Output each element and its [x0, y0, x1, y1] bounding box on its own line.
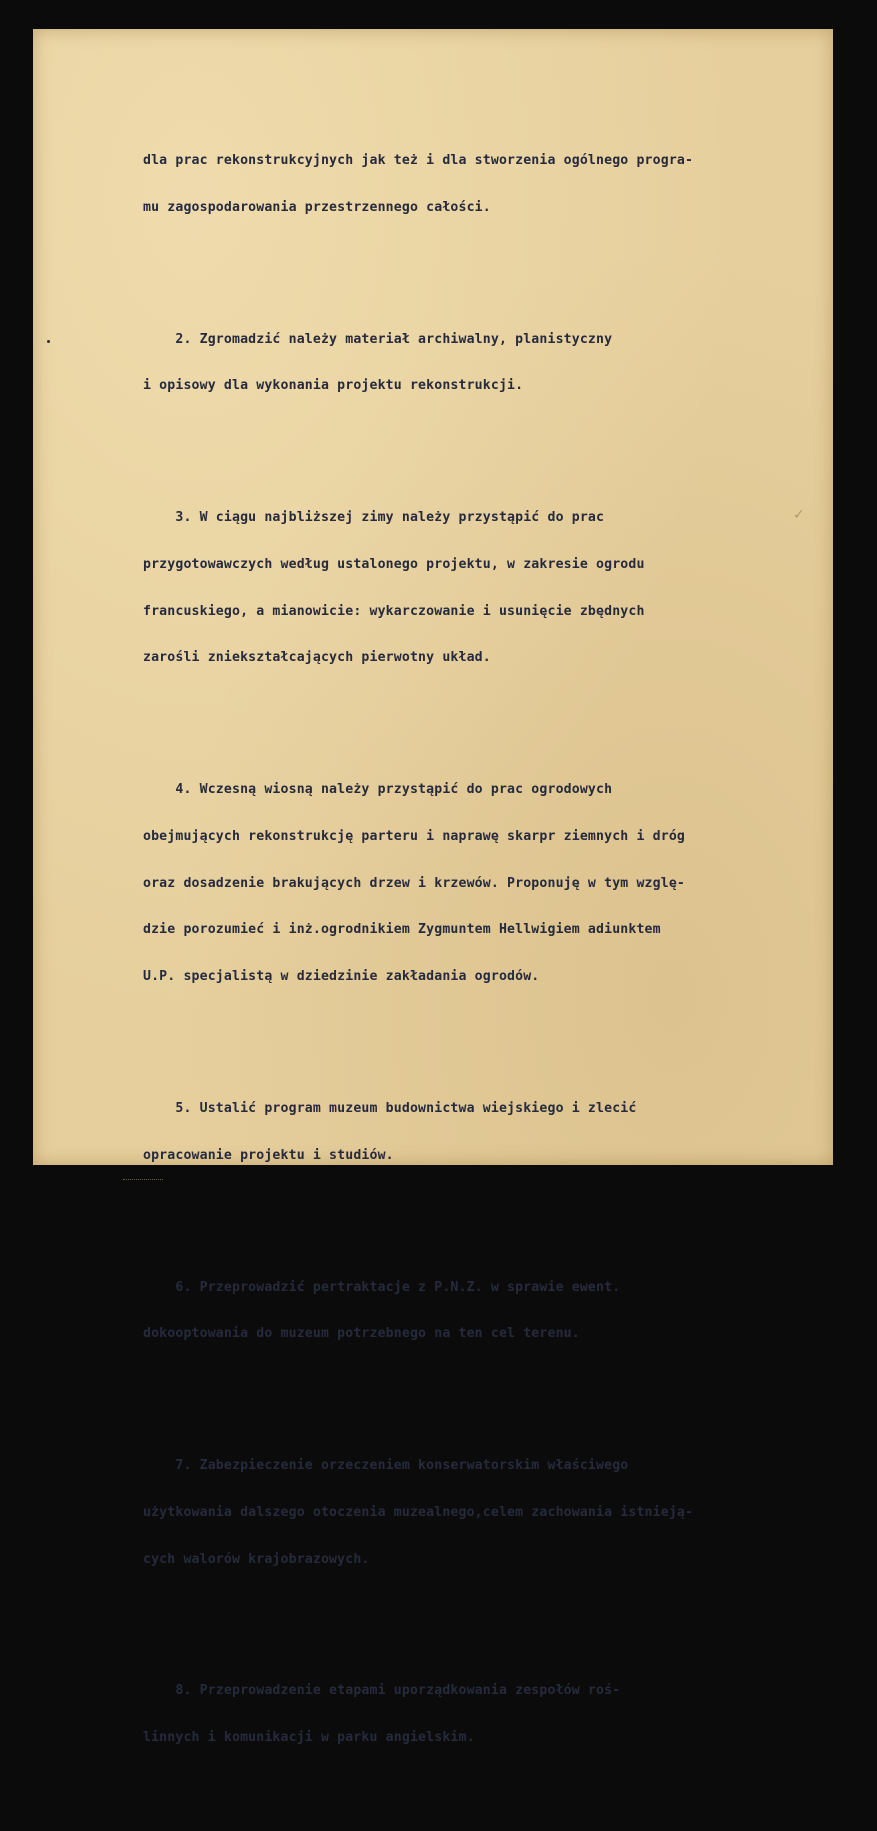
text-line: oraz dosadzenie brakujących drzew i krzewów. Proponuję w tym wzglę-: [143, 875, 685, 891]
text-line: 8. Przeprowadzenie etapami uporządkowania zespołów roś-: [143, 1683, 621, 1699]
bottom-edge-mark: [123, 1179, 163, 1182]
text-line: linnych i komunikacji w parku angielskim.: [143, 1730, 475, 1746]
paragraph-item-5: [143, 1070, 833, 1195]
text-line: 7. Zabezpieczenie orzeczeniem konserwatorskim właściwego: [143, 1458, 629, 1474]
paragraph-item-7: [143, 1427, 833, 1599]
paragraph-item-2: [143, 300, 833, 425]
text-line: dla prac rekonstrukcyjnych jak też i dla stworzenia ogólnego progra-: [143, 152, 694, 168]
text-line: 6. Przeprowadzić pertraktacje z P.N.Z. w sprawie ewent.: [143, 1279, 621, 1295]
text-line: zarośli zniekształcających pierwotny układ.: [143, 650, 491, 666]
text-line: dzie porozumieć i inż.ogrodnikiem Zygmuntem Hellwigiem adiunktem: [143, 922, 661, 938]
pencil-scribble-mark: ✓: [793, 507, 805, 523]
document-page: [33, 29, 833, 1746]
text-line: i opisowy dla wykonania projektu rekonstrukcji.: [143, 378, 524, 394]
text-line: cych walorów krajobrazowych.: [143, 1551, 370, 1567]
text-line: 5. Ustalić program muzeum budownictwa wiejskiego i zlecić: [143, 1101, 637, 1116]
text-line: przygotowawczych według ustalonego projektu, w zakresie ogrodu: [143, 556, 645, 572]
typed-text-body: [143, 75, 833, 1831]
paragraph-item-3: [143, 479, 833, 697]
paragraph-item-6: [143, 1248, 833, 1373]
margin-dot-mark: [47, 340, 50, 343]
text-line: obejmujących rekonstrukcję parteru i naprawę skarpr ziemnych i dróg: [143, 828, 685, 844]
text-line: 3. W ciągu najbliższej zimy należy przystąpić do prac: [143, 510, 605, 526]
text-line: dokooptowania do muzeum potrzebnego na ten cel terenu.: [143, 1326, 580, 1342]
text-line: użytkowania dalszego otoczenia muzealnego,celem zachowania istnieją-: [143, 1504, 694, 1520]
text-line: mu zagospodarowania przestrzennego całości.: [143, 199, 491, 215]
paragraph-item-8: [143, 1652, 833, 1777]
paragraph-item-4: [143, 751, 833, 1016]
text-line: U.P. specjalistą w dziedzinie zakładania ogrodów.: [143, 969, 540, 985]
text-line: 2. Zgromadzić należy materiał archiwalny, planistyczny: [143, 331, 613, 347]
text-line: opracowanie projektu i studiów.: [143, 1147, 394, 1163]
text-line: francuskiego, a mianowicie: wykarczowanie i usunięcie zbędnych: [143, 603, 645, 619]
paragraph-intro-continuation: [143, 122, 833, 247]
text-line: 4. Wczesną wiosną należy przystąpić do prac ogrodowych: [143, 782, 613, 798]
